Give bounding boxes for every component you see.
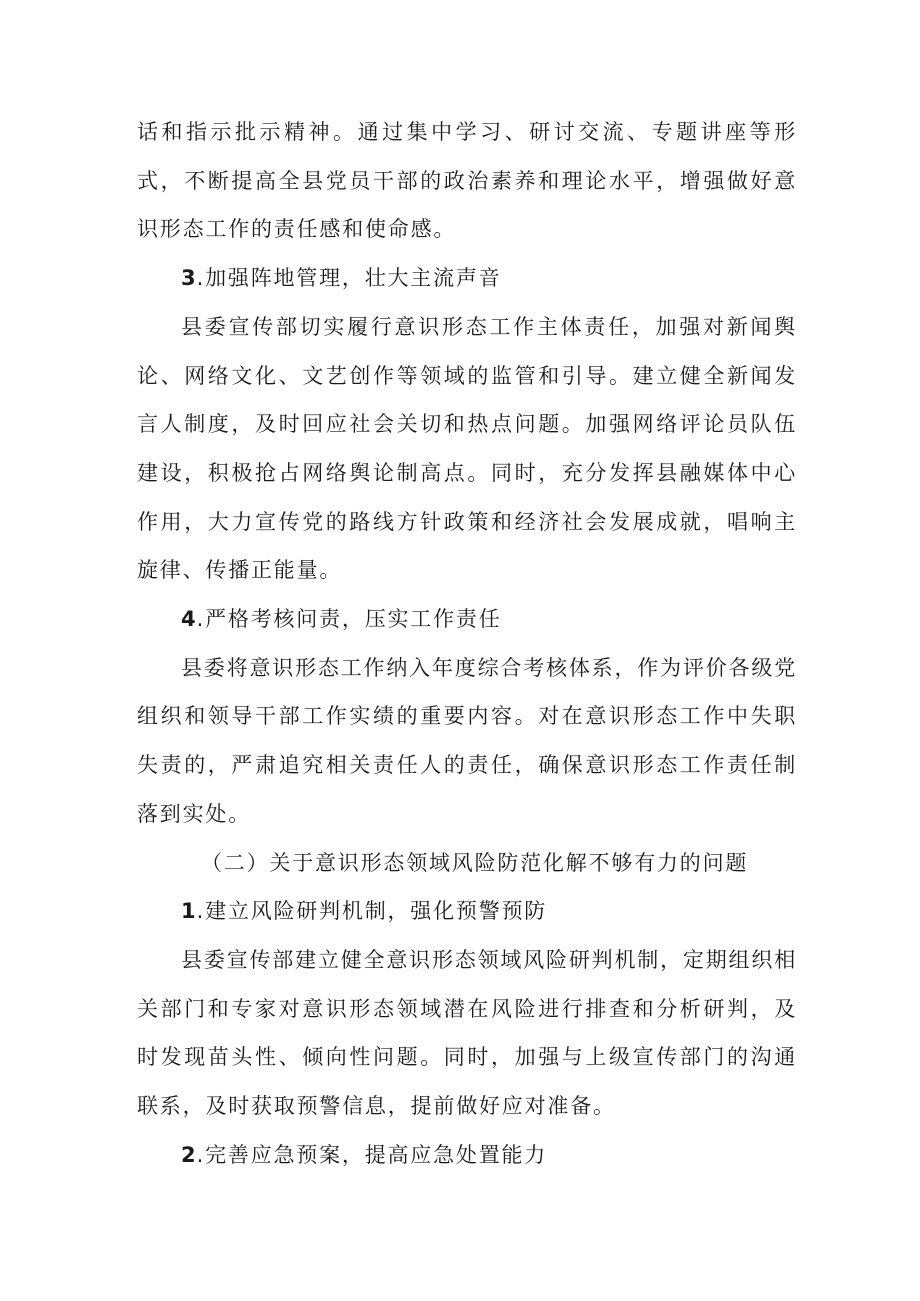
heading-text: .建立风险研判机制，强化预警预防 — [196, 899, 548, 924]
heading-text: .加强阵地管理，壮大主流声音 — [196, 266, 502, 291]
paragraph: 县委宣传部建立健全意识形态领域风险研判机制，定期组织相关部门和专家对意识形态领域潜在风险进行排查和分析研判，及时发现苗头性、倾向性问题。同时，加强与上级宣传部门的沟通联系，及时获取预警信息，提前做好应对准备。 — [137, 947, 797, 1119]
document-body — [137, 108, 797, 1179]
paragraph: 县委宣传部切实履行意识形态工作主体责任，加强对新闻舆论、网络文化、文艺创作等领域的监管和引导。建立健全新闻发言人制度，及时回应社会关切和热点问题。加强网络评论员队伍建设，积极抢占网络舆论制高点。同时，充分发挥县融媒体中心作用，大力宣传党的路线方针政策和经济社会发展成就，唱响主旋律、传播正能量。 — [137, 314, 797, 583]
paragraph-continuation: 话和指示批示精神。通过集中学习、研讨交流、专题讲座等形式，不断提高全县党员干部的政治素养和理论水平，增强做好意识形态工作的责任感和使命感。 — [137, 120, 797, 242]
heading-number: 3 — [181, 266, 197, 291]
subsection-heading: （二）关于意识形态领域风险防范化解不够有力的问题 — [201, 850, 749, 875]
heading-number: 4 — [181, 607, 197, 632]
heading-number: 2 — [181, 1142, 197, 1167]
section-heading-1 — [137, 887, 797, 936]
heading-number: 1 — [181, 899, 197, 924]
heading-text: .严格考核问责，压实工作责任 — [196, 607, 502, 632]
section-heading-2 — [137, 1131, 797, 1180]
section-heading-3 — [137, 254, 797, 303]
paragraph: 县委将意识形态工作纳入年度综合考核体系，作为评价各级党组织和领导干部工作实绩的重要内容。对在意识形态工作中失职失责的，严肃追究相关责任人的责任，确保意识形态工作责任制落到实处。 — [137, 655, 797, 826]
heading-text: .完善应急预案，提高应急处置能力 — [196, 1142, 548, 1167]
section-heading-4 — [137, 595, 797, 644]
